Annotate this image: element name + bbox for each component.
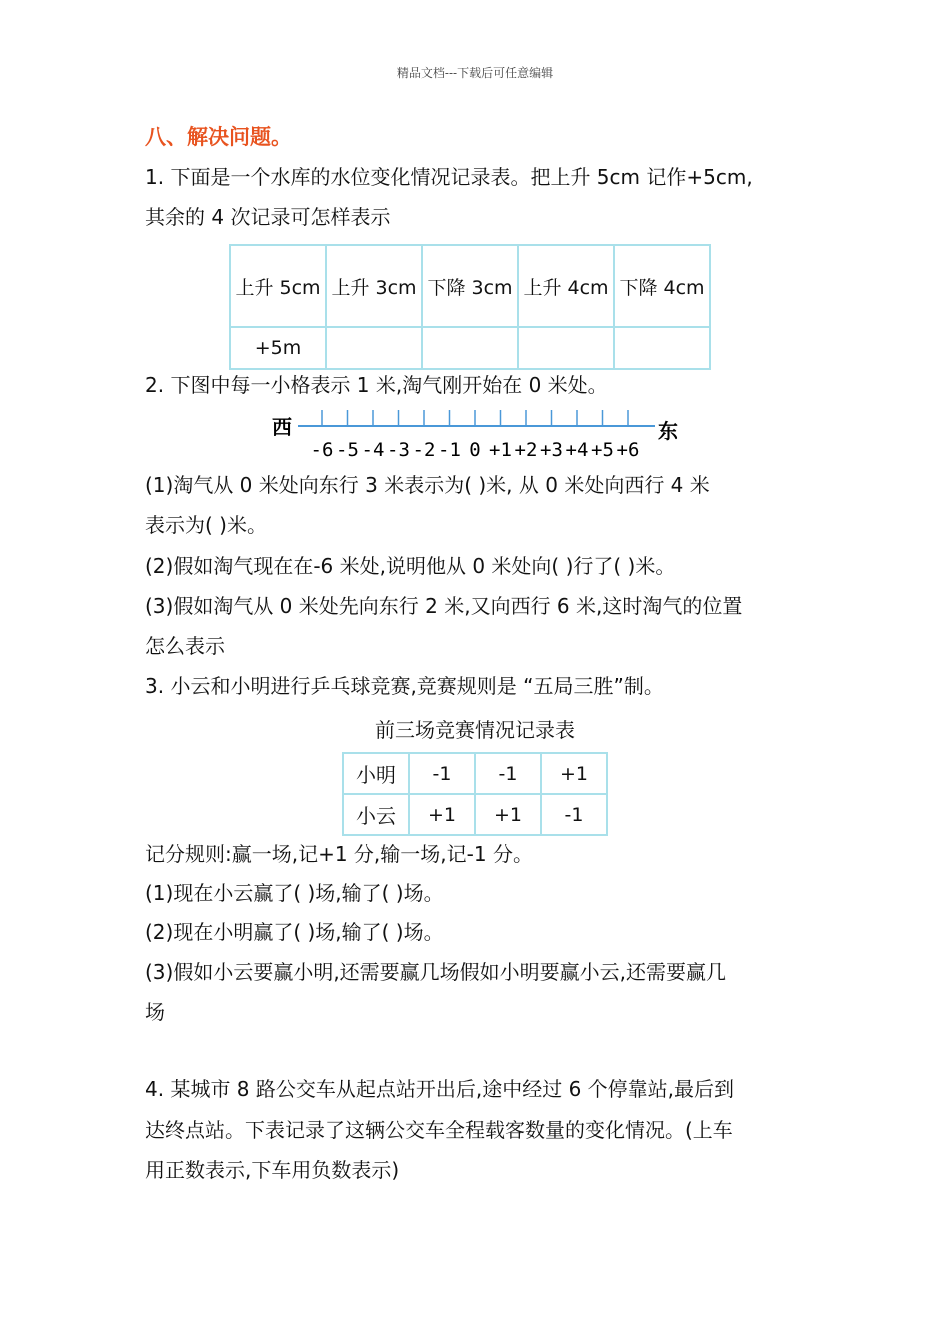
q3-sub2: (2)现在小明赢了( )场,输了( )场。 (145, 920, 444, 944)
q3-line1: 3. 小云和小明进行乒乓球竞赛,竞赛规则是 “五局三胜”制。 (145, 674, 664, 698)
q2-sub2: (2)假如淘气现在在-6 米处,说明他从 0 米处向( )行了( )米。 (145, 554, 676, 578)
q4-line1: 4. 某城市 8 路公交车从起点站开出后,途中经过 6 个停靠站,最后到 (145, 1077, 735, 1101)
q4-line3: 用正数表示,下车用负数表示) (145, 1158, 400, 1182)
player-name-cell: 小明 (343, 753, 409, 794)
q4-line2: 达终点站。下表记录了这辆公交车全程载客数量的变化情况。(上车 (145, 1118, 733, 1142)
tick-label: +3 (540, 439, 563, 461)
page-header: 精品文档---下载后可任意编辑 (396, 66, 554, 80)
tick-label: -1 (438, 439, 461, 461)
q1-line1: 1. 下面是一个水库的水位变化情况记录表。把上升 5cm 记作+5cm, (145, 165, 753, 189)
table-value-cell: +5m (230, 327, 326, 369)
q3-sub1: (1)现在小云赢了( )场,输了( )场。 (145, 881, 444, 905)
tick-label: 0 (469, 439, 481, 461)
q3-sub3a: (3)假如小云要赢小明,还需要赢几场假如小明要赢小云,还需要赢几 (145, 960, 727, 984)
score-cell: -1 (541, 794, 607, 835)
table-header-cell: 上升 4cm (518, 245, 614, 327)
q1-line2: 其余的 4 次记录可怎样表示 (145, 205, 391, 229)
table-header-cell: 下降 4cm (614, 245, 710, 327)
tick-label: -2 (412, 439, 436, 461)
q2-line1: 2. 下图中每一小格表示 1 米,淘气刚开始在 0 米处。 (145, 373, 608, 397)
tick-label: +2 (514, 439, 538, 461)
table-header-cell: 上升 5cm (230, 245, 326, 327)
number-line (260, 404, 700, 464)
east-label: 东 (658, 419, 678, 443)
table-header-cell: 下降 3cm (422, 245, 518, 327)
q2-sub1a: (1)淘气从 0 米处向东行 3 米表示为( )米, 从 0 米处向西行 4 米 (145, 473, 710, 497)
q3-table-title: 前三场竞赛情况记录表 (375, 718, 575, 742)
q2-sub3a: (3)假如淘气从 0 米处先向东行 2 米,又向西行 6 米,这时淘气的位置 (145, 594, 743, 618)
water-level-table (229, 244, 711, 370)
table-value-cell (422, 327, 518, 369)
table-value-cell (614, 327, 710, 369)
tick-label: -5 (336, 439, 359, 461)
tick-label: -4 (361, 439, 385, 461)
score-cell: -1 (475, 753, 541, 794)
q3-rule: 记分规则:赢一场,记+1 分,输一场,记-1 分。 (145, 842, 533, 866)
tick-label: +6 (616, 439, 640, 461)
section-title: 八、解决问题。 (145, 125, 292, 149)
q2-sub3b: 怎么表示 (145, 634, 225, 658)
score-cell: +1 (409, 794, 475, 835)
score-cell: +1 (541, 753, 607, 794)
table-value-cell (326, 327, 422, 369)
tick-label: +5 (591, 439, 614, 461)
table-header-cell: 上升 3cm (326, 245, 422, 327)
player-name-cell: 小云 (343, 794, 409, 835)
score-cell: -1 (409, 753, 475, 794)
table-value-cell (518, 327, 614, 369)
west-label: 西 (272, 415, 292, 439)
tick-label: +4 (565, 439, 589, 461)
q3-sub3b: 场 (145, 1000, 165, 1024)
score-cell: +1 (475, 794, 541, 835)
tick-label: -6 (310, 439, 334, 461)
q2-sub1b: 表示为( )米。 (145, 513, 267, 537)
tick-label: +1 (489, 439, 512, 461)
tick-label: -3 (387, 439, 410, 461)
match-record-table (342, 752, 608, 836)
